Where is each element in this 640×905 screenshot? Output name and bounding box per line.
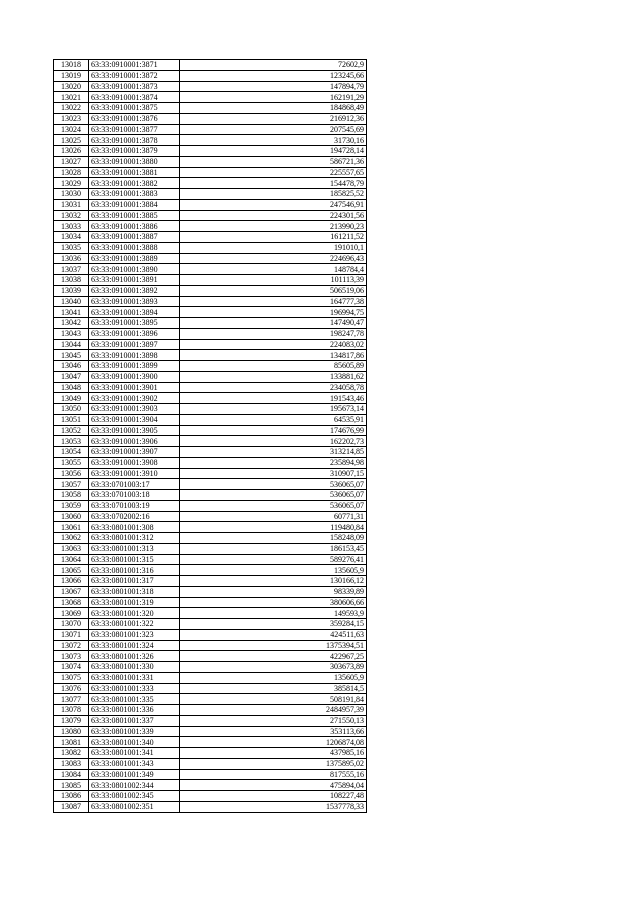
row-number-cell: 13024 — [54, 124, 89, 135]
table-row — [54, 651, 367, 662]
cadastral-value-cell: 162202,73 — [180, 436, 367, 447]
cadastral-value-cell: 64535,91 — [180, 414, 367, 425]
row-number-cell: 13023 — [54, 113, 89, 124]
cadastral-value-cell: 147490,47 — [180, 318, 367, 329]
cadastral-number-cell: 63:33:0801001:340 — [89, 737, 180, 748]
cadastral-number-cell: 63:33:0910001:3900 — [89, 371, 180, 382]
table-row — [54, 404, 367, 415]
cadastral-number-cell: 63:33:0801001:313 — [89, 543, 180, 554]
cadastral-value-cell: 247546,91 — [180, 199, 367, 210]
cadastral-number-cell: 63:33:0910001:3891 — [89, 275, 180, 286]
cadastral-value-cell: 234058,78 — [180, 382, 367, 393]
cadastral-value-cell: 224083,02 — [180, 339, 367, 350]
cadastral-value-cell: 424511,63 — [180, 629, 367, 640]
table-row — [54, 726, 367, 737]
cadastral-number-cell: 63:33:0910001:3905 — [89, 425, 180, 436]
row-number-cell: 13035 — [54, 242, 89, 253]
table-row — [54, 210, 367, 221]
table-row — [54, 662, 367, 673]
table-row — [54, 113, 367, 124]
cadastral-value-cell: 422967,25 — [180, 651, 367, 662]
row-number-cell: 13065 — [54, 565, 89, 576]
row-number-cell: 13064 — [54, 554, 89, 565]
cadastral-number-cell: 63:33:0801001:336 — [89, 705, 180, 716]
table-row — [54, 199, 367, 210]
cadastral-value-cell: 536065,07 — [180, 500, 367, 511]
table-row — [54, 264, 367, 275]
table-row — [54, 705, 367, 716]
cadastral-value-cell: 148784,4 — [180, 264, 367, 275]
cadastral-number-cell: 63:33:0910001:3884 — [89, 199, 180, 210]
table-row — [54, 791, 367, 802]
cadastral-value-cell: 135605,9 — [180, 672, 367, 683]
row-number-cell: 13036 — [54, 253, 89, 264]
row-number-cell: 13040 — [54, 296, 89, 307]
cadastral-number-cell: 63:33:0801001:318 — [89, 586, 180, 597]
cadastral-number-cell: 63:33:0801001:349 — [89, 769, 180, 780]
cadastral-value-cell: 108227,48 — [180, 791, 367, 802]
cadastral-value-cell: 119480,84 — [180, 522, 367, 533]
row-number-cell: 13067 — [54, 586, 89, 597]
table-row — [54, 156, 367, 167]
cadastral-number-cell: 63:33:0801001:323 — [89, 629, 180, 640]
cadastral-number-cell: 63:33:0910001:3879 — [89, 146, 180, 157]
cadastral-number-cell: 63:33:0801001:315 — [89, 554, 180, 565]
row-number-cell: 13061 — [54, 522, 89, 533]
table-row — [54, 146, 367, 157]
row-number-cell: 13077 — [54, 694, 89, 705]
table-body — [54, 60, 367, 813]
row-number-cell: 13086 — [54, 791, 89, 802]
row-number-cell: 13058 — [54, 490, 89, 501]
row-number-cell: 13018 — [54, 60, 89, 71]
row-number-cell: 13030 — [54, 189, 89, 200]
cadastral-number-cell: 63:33:0910001:3892 — [89, 285, 180, 296]
table-row — [54, 350, 367, 361]
row-number-cell: 13062 — [54, 533, 89, 544]
cadastral-value-cell: 98339,89 — [180, 586, 367, 597]
cadastral-number-cell: 63:33:0910001:3871 — [89, 60, 180, 71]
table-row — [54, 543, 367, 554]
cadastral-value-cell: 506519,06 — [180, 285, 367, 296]
cadastral-value-cell: 385814,5 — [180, 683, 367, 694]
cadastral-value-cell: 207545,69 — [180, 124, 367, 135]
cadastral-value-cell: 191010,1 — [180, 242, 367, 253]
table-row — [54, 748, 367, 759]
cadastral-value-cell: 1537778,33 — [180, 801, 367, 812]
row-number-cell: 13048 — [54, 382, 89, 393]
cadastral-number-cell: 63:33:0910001:3885 — [89, 210, 180, 221]
row-number-cell: 13054 — [54, 447, 89, 458]
cadastral-value-cell: 147894,79 — [180, 81, 367, 92]
table-row — [54, 769, 367, 780]
cadastral-value-cell: 191543,46 — [180, 393, 367, 404]
cadastral-number-cell: 63:33:0702002:16 — [89, 511, 180, 522]
row-number-cell: 13041 — [54, 307, 89, 318]
cadastral-number-cell: 63:33:0801002:345 — [89, 791, 180, 802]
table-row — [54, 414, 367, 425]
cadastral-value-cell: 123245,66 — [180, 70, 367, 81]
table-row — [54, 60, 367, 71]
table-row — [54, 565, 367, 576]
table-row — [54, 500, 367, 511]
cadastral-number-cell: 63:33:0910001:3878 — [89, 135, 180, 146]
cadastral-number-cell: 63:33:0910001:3903 — [89, 404, 180, 415]
row-number-cell: 13084 — [54, 769, 89, 780]
cadastral-number-cell: 63:33:0701003:18 — [89, 490, 180, 501]
table-row — [54, 533, 367, 544]
table-row — [54, 92, 367, 103]
row-number-cell: 13039 — [54, 285, 89, 296]
row-number-cell: 13087 — [54, 801, 89, 812]
cadastral-value-cell: 216912,36 — [180, 113, 367, 124]
cadastral-number-cell: 63:33:0910001:3901 — [89, 382, 180, 393]
cadastral-value-cell: 101113,39 — [180, 275, 367, 286]
table-row — [54, 361, 367, 372]
cadastral-value-cell: 162191,29 — [180, 92, 367, 103]
row-number-cell: 13042 — [54, 318, 89, 329]
row-number-cell: 13022 — [54, 103, 89, 114]
table-row — [54, 468, 367, 479]
cadastral-value-cell: 185825,52 — [180, 189, 367, 200]
cadastral-number-cell: 63:33:0801002:351 — [89, 801, 180, 812]
table-row — [54, 758, 367, 769]
row-number-cell: 13057 — [54, 479, 89, 490]
cadastral-value-cell: 198247,78 — [180, 328, 367, 339]
cadastral-value-cell: 196994,75 — [180, 307, 367, 318]
cadastral-value-cell: 186153,45 — [180, 543, 367, 554]
row-number-cell: 13026 — [54, 146, 89, 157]
cadastral-number-cell: 63:33:0910001:3873 — [89, 81, 180, 92]
cadastral-number-cell: 63:33:0910001:3910 — [89, 468, 180, 479]
row-number-cell: 13019 — [54, 70, 89, 81]
cadastral-value-cell: 1375895,02 — [180, 758, 367, 769]
row-number-cell: 13074 — [54, 662, 89, 673]
row-number-cell: 13078 — [54, 705, 89, 716]
row-number-cell: 13071 — [54, 629, 89, 640]
row-number-cell: 13076 — [54, 683, 89, 694]
cadastral-number-cell: 63:33:0701003:19 — [89, 500, 180, 511]
row-number-cell: 13043 — [54, 328, 89, 339]
table-row — [54, 715, 367, 726]
cadastral-value-cell: 353113,66 — [180, 726, 367, 737]
table-row — [54, 221, 367, 232]
cadastral-number-cell: 63:33:0910001:3906 — [89, 436, 180, 447]
cadastral-number-cell: 63:33:0801001:341 — [89, 748, 180, 759]
cadastral-value-cell: 303673,89 — [180, 662, 367, 673]
table-row — [54, 382, 367, 393]
cadastral-number-cell: 63:33:0801001:343 — [89, 758, 180, 769]
table-row — [54, 490, 367, 501]
table-row — [54, 275, 367, 286]
table-row — [54, 318, 367, 329]
cadastral-number-cell: 63:33:0910001:3880 — [89, 156, 180, 167]
table-row — [54, 81, 367, 92]
row-number-cell: 13072 — [54, 640, 89, 651]
table-row — [54, 522, 367, 533]
row-number-cell: 13055 — [54, 457, 89, 468]
cadastral-value-cell: 31730,16 — [180, 135, 367, 146]
table-row — [54, 694, 367, 705]
cadastral-value-cell: 359284,15 — [180, 619, 367, 630]
table-row — [54, 103, 367, 114]
cadastral-number-cell: 63:33:0701003:17 — [89, 479, 180, 490]
cadastral-number-cell: 63:33:0801001:335 — [89, 694, 180, 705]
table-row — [54, 479, 367, 490]
cadastral-number-cell: 63:33:0910001:3881 — [89, 167, 180, 178]
cadastral-number-cell: 63:33:0910001:3897 — [89, 339, 180, 350]
row-number-cell: 13032 — [54, 210, 89, 221]
cadastral-value-cell: 536065,07 — [180, 479, 367, 490]
row-number-cell: 13033 — [54, 221, 89, 232]
cadastral-value-cell: 1206874,08 — [180, 737, 367, 748]
row-number-cell: 13082 — [54, 748, 89, 759]
row-number-cell: 13027 — [54, 156, 89, 167]
row-number-cell: 13073 — [54, 651, 89, 662]
table-row — [54, 737, 367, 748]
cadastral-value-cell: 235894,98 — [180, 457, 367, 468]
row-number-cell: 13029 — [54, 178, 89, 189]
table-row — [54, 371, 367, 382]
cadastral-value-cell: 154478,79 — [180, 178, 367, 189]
cadastral-value-cell: 130166,12 — [180, 576, 367, 587]
row-number-cell: 13050 — [54, 404, 89, 415]
cadastral-number-cell: 63:33:0910001:3872 — [89, 70, 180, 81]
cadastral-value-cell: 213990,23 — [180, 221, 367, 232]
row-number-cell: 13045 — [54, 350, 89, 361]
cadastral-number-cell: 63:33:0801001:330 — [89, 662, 180, 673]
table-row — [54, 672, 367, 683]
cadastral-value-cell: 158248,09 — [180, 533, 367, 544]
row-number-cell: 13046 — [54, 361, 89, 372]
cadastral-number-cell: 63:33:0801001:316 — [89, 565, 180, 576]
table-row — [54, 597, 367, 608]
table-row — [54, 801, 367, 812]
cadastral-value-cell: 195673,14 — [180, 404, 367, 415]
table-row — [54, 70, 367, 81]
table-row — [54, 307, 367, 318]
table-row — [54, 189, 367, 200]
cadastral-value-cell: 149593,9 — [180, 608, 367, 619]
cadastral-value-cell: 225557,65 — [180, 167, 367, 178]
row-number-cell: 13060 — [54, 511, 89, 522]
table-row — [54, 178, 367, 189]
table-row — [54, 640, 367, 651]
cadastral-value-cell: 164777,38 — [180, 296, 367, 307]
cadastral-value-cell: 589276,41 — [180, 554, 367, 565]
row-number-cell: 13066 — [54, 576, 89, 587]
cadastral-number-cell: 63:33:0801001:326 — [89, 651, 180, 662]
table-row — [54, 457, 367, 468]
row-number-cell: 13085 — [54, 780, 89, 791]
table-row — [54, 586, 367, 597]
cadastral-value-cell: 161211,52 — [180, 232, 367, 243]
row-number-cell: 13051 — [54, 414, 89, 425]
cadastral-value-cell: 310907,15 — [180, 468, 367, 479]
cadastral-number-cell: 63:33:0910001:3889 — [89, 253, 180, 264]
cadastral-value-cell: 85605,89 — [180, 361, 367, 372]
table-row — [54, 436, 367, 447]
row-number-cell: 13081 — [54, 737, 89, 748]
cadastral-number-cell: 63:33:0910001:3875 — [89, 103, 180, 114]
cadastral-number-cell: 63:33:0801001:337 — [89, 715, 180, 726]
cadastral-number-cell: 63:33:0801002:344 — [89, 780, 180, 791]
table-row — [54, 447, 367, 458]
row-number-cell: 13020 — [54, 81, 89, 92]
table-row — [54, 167, 367, 178]
cadastral-number-cell: 63:33:0910001:3904 — [89, 414, 180, 425]
row-number-cell: 13079 — [54, 715, 89, 726]
cadastral-number-cell: 63:33:0910001:3895 — [89, 318, 180, 329]
cadastral-value-cell: 536065,07 — [180, 490, 367, 501]
cadastral-value-cell: 135605,9 — [180, 565, 367, 576]
cadastral-value-cell: 586721,36 — [180, 156, 367, 167]
cadastral-number-cell: 63:33:0801001:317 — [89, 576, 180, 587]
cadastral-value-cell: 224301,56 — [180, 210, 367, 221]
cadastral-number-cell: 63:33:0910001:3893 — [89, 296, 180, 307]
cadastral-number-cell: 63:33:0910001:3902 — [89, 393, 180, 404]
table-row — [54, 339, 367, 350]
cadastral-number-cell: 63:33:0910001:3887 — [89, 232, 180, 243]
table-row — [54, 393, 367, 404]
cadastral-number-cell: 63:33:0910001:3890 — [89, 264, 180, 275]
cadastral-number-cell: 63:33:0801001:322 — [89, 619, 180, 630]
row-number-cell: 13034 — [54, 232, 89, 243]
table-row — [54, 253, 367, 264]
cadastral-number-cell: 63:33:0801001:320 — [89, 608, 180, 619]
row-number-cell: 13028 — [54, 167, 89, 178]
row-number-cell: 13080 — [54, 726, 89, 737]
table-row — [54, 629, 367, 640]
cadastral-value-cell: 134817,86 — [180, 350, 367, 361]
cadastral-value-cell: 271550,13 — [180, 715, 367, 726]
table-row — [54, 619, 367, 630]
cadastral-number-cell: 63:33:0801001:339 — [89, 726, 180, 737]
cadastral-number-cell: 63:33:0910001:3907 — [89, 447, 180, 458]
cadastral-number-cell: 63:33:0910001:3882 — [89, 178, 180, 189]
table-row — [54, 608, 367, 619]
table-row — [54, 328, 367, 339]
table-row — [54, 232, 367, 243]
row-number-cell: 13052 — [54, 425, 89, 436]
row-number-cell: 13059 — [54, 500, 89, 511]
cadastral-number-cell: 63:33:0801001:308 — [89, 522, 180, 533]
cadastral-value-cell: 184868,49 — [180, 103, 367, 114]
cadastral-number-cell: 63:33:0910001:3888 — [89, 242, 180, 253]
cadastral-number-cell: 63:33:0910001:3874 — [89, 92, 180, 103]
table-row — [54, 683, 367, 694]
cadastral-number-cell: 63:33:0910001:3896 — [89, 328, 180, 339]
table-row — [54, 780, 367, 791]
row-number-cell: 13053 — [54, 436, 89, 447]
cadastral-number-cell: 63:33:0801001:312 — [89, 533, 180, 544]
cadastral-number-cell: 63:33:0910001:3876 — [89, 113, 180, 124]
cadastral-number-cell: 63:33:0910001:3894 — [89, 307, 180, 318]
cadastral-value-cell: 313214,85 — [180, 447, 367, 458]
table-row — [54, 285, 367, 296]
cadastral-number-cell: 63:33:0801001:324 — [89, 640, 180, 651]
cadastral-value-cell: 1375394,51 — [180, 640, 367, 651]
row-number-cell: 13047 — [54, 371, 89, 382]
cadastral-value-table — [53, 59, 367, 813]
table-row — [54, 296, 367, 307]
cadastral-value-cell: 174676,99 — [180, 425, 367, 436]
cadastral-value-cell: 60771,31 — [180, 511, 367, 522]
row-number-cell: 13031 — [54, 199, 89, 210]
cadastral-value-cell: 508191,84 — [180, 694, 367, 705]
cadastral-value-cell: 380606,66 — [180, 597, 367, 608]
row-number-cell: 13075 — [54, 672, 89, 683]
cadastral-number-cell: 63:33:0910001:3886 — [89, 221, 180, 232]
cadastral-value-cell: 224696,43 — [180, 253, 367, 264]
row-number-cell: 13056 — [54, 468, 89, 479]
cadastral-value-cell: 194728,14 — [180, 146, 367, 157]
cadastral-number-cell: 63:33:0801001:319 — [89, 597, 180, 608]
table-row — [54, 135, 367, 146]
cadastral-number-cell: 63:33:0910001:3877 — [89, 124, 180, 135]
row-number-cell: 13063 — [54, 543, 89, 554]
row-number-cell: 13070 — [54, 619, 89, 630]
row-number-cell: 13044 — [54, 339, 89, 350]
cadastral-number-cell: 63:33:0801001:333 — [89, 683, 180, 694]
row-number-cell: 13038 — [54, 275, 89, 286]
cadastral-value-cell: 437985,16 — [180, 748, 367, 759]
cadastral-number-cell: 63:33:0910001:3883 — [89, 189, 180, 200]
row-number-cell: 13069 — [54, 608, 89, 619]
cadastral-value-cell: 817555,16 — [180, 769, 367, 780]
table-row — [54, 576, 367, 587]
cadastral-number-cell: 63:33:0801001:331 — [89, 672, 180, 683]
table-row — [54, 124, 367, 135]
row-number-cell: 13068 — [54, 597, 89, 608]
cadastral-value-cell: 2484957,39 — [180, 705, 367, 716]
row-number-cell: 13049 — [54, 393, 89, 404]
row-number-cell: 13037 — [54, 264, 89, 275]
cadastral-value-cell: 133881,62 — [180, 371, 367, 382]
row-number-cell: 13021 — [54, 92, 89, 103]
table-row — [54, 511, 367, 522]
cadastral-number-cell: 63:33:0910001:3898 — [89, 350, 180, 361]
row-number-cell: 13025 — [54, 135, 89, 146]
row-number-cell: 13083 — [54, 758, 89, 769]
cadastral-value-cell: 72602,9 — [180, 60, 367, 71]
table-row — [54, 554, 367, 565]
cadastral-number-cell: 63:33:0910001:3899 — [89, 361, 180, 372]
table-row — [54, 242, 367, 253]
cadastral-number-cell: 63:33:0910001:3908 — [89, 457, 180, 468]
cadastral-value-cell: 475894,04 — [180, 780, 367, 791]
table-row — [54, 425, 367, 436]
